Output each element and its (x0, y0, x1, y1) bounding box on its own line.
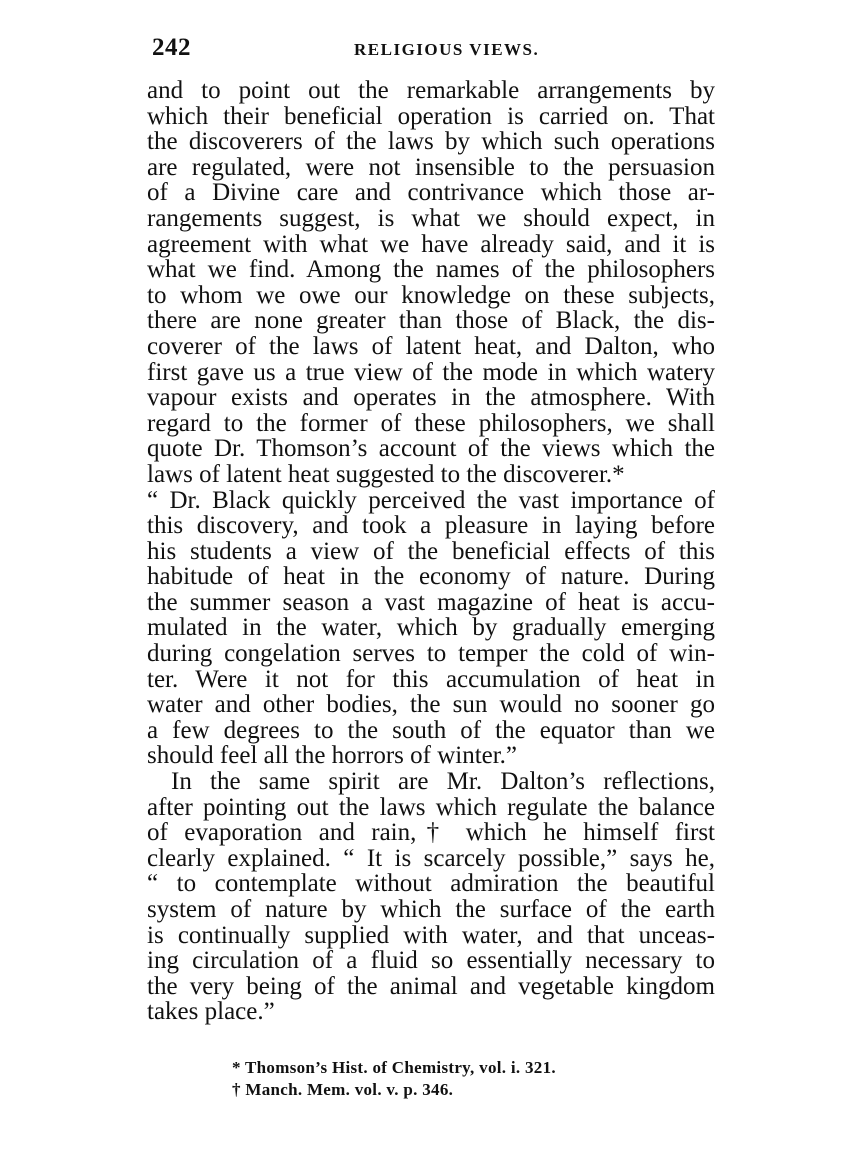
text-line: what we find. Among the names of the philosophers (147, 256, 715, 284)
text-line: of a Divine care and contrivance which those ar- (147, 179, 715, 207)
text-line: after pointing out the laws which regulate the balance (147, 793, 715, 821)
text-line: mulated in the water, which by gradually emerging (147, 614, 715, 642)
text-line: system of nature by which the surface of the earth (147, 896, 715, 923)
text-line: takes place.” (147, 998, 275, 1026)
text-line: of evaporation and rain,† which he himself first (147, 819, 715, 847)
page-header (150, 34, 715, 66)
text-line: first gave us a true view of the mode in which watery (147, 358, 715, 386)
text-line: water and other bodies, the sun would no sooner go (147, 691, 715, 719)
text-line: regard to the former of these philosophers, we shall (147, 409, 715, 437)
text-line: quote Dr. Thomson’s account of the views which the (147, 435, 715, 463)
text-line: ing circulation of a fluid so essentially necessary to (147, 947, 715, 975)
text-line: clearly explained. “ It is scarcely possible,” says he, (147, 844, 715, 872)
footnote: † Manch. Mem. vol. v. p. 346. (232, 1080, 454, 1099)
text-line: “ Dr. Black quickly perceived the vast importance of (147, 486, 715, 514)
text-line: to whom we owe our knowledge on these subjects, (147, 281, 715, 309)
text-line: and to point out the remarkable arrangements by (147, 77, 715, 104)
text-line: a few degrees to the south of the equator than we (147, 716, 715, 744)
text-line: which their beneficial operation is carried on. That (147, 102, 715, 130)
text-line: “ to contemplate without admiration the beautiful (147, 870, 715, 898)
text-line: laws of latent heat suggested to the discoverer.* (147, 460, 625, 488)
text-line: agreement with what we have already said, and it is (147, 230, 715, 258)
text-line: coverer of the laws of latent heat, and Dalton, who (147, 332, 715, 360)
text-line: are regulated, were not insensible to the persuasion (147, 153, 715, 181)
text-line: should feel all the horrors of winter.” (147, 742, 518, 770)
text-line: vapour exists and operates in the atmosphere. With (147, 384, 715, 412)
text-line: the summer season a vast magazine of heat is accu- (147, 588, 715, 616)
page-number: 242 (152, 34, 191, 61)
text-line: his students a view of the beneficial effects of this (147, 537, 715, 565)
text-line: the discoverers of the laws by which such operations (147, 128, 715, 156)
text-line: during congelation serves to temper the cold of win- (147, 640, 715, 668)
text-line: there are none greater than those of Black, the dis- (147, 307, 715, 335)
body-text (147, 78, 715, 1025)
text-line: is continually supplied with water, and that unceas- (147, 921, 715, 949)
text-line: In the same spirit are Mr. Dalton’s reflections, (171, 768, 715, 796)
running-head: RELIGIOUS VIEWS. (354, 40, 540, 59)
text-line: rangements suggest, is what we should expect, in (147, 204, 715, 232)
text-line: ter. Were it not for this accumulation of heat in (147, 665, 715, 693)
text-line: the very being of the animal and vegetable kingdom (147, 972, 715, 1000)
footnotes (232, 1057, 556, 1101)
text-line: this discovery, and took a pleasure in laying before (147, 512, 715, 540)
footnote: * Thomson’s Hist. of Chemistry, vol. i. 321. (232, 1058, 556, 1077)
text-line: habitude of heat in the economy of nature. During (147, 563, 715, 591)
